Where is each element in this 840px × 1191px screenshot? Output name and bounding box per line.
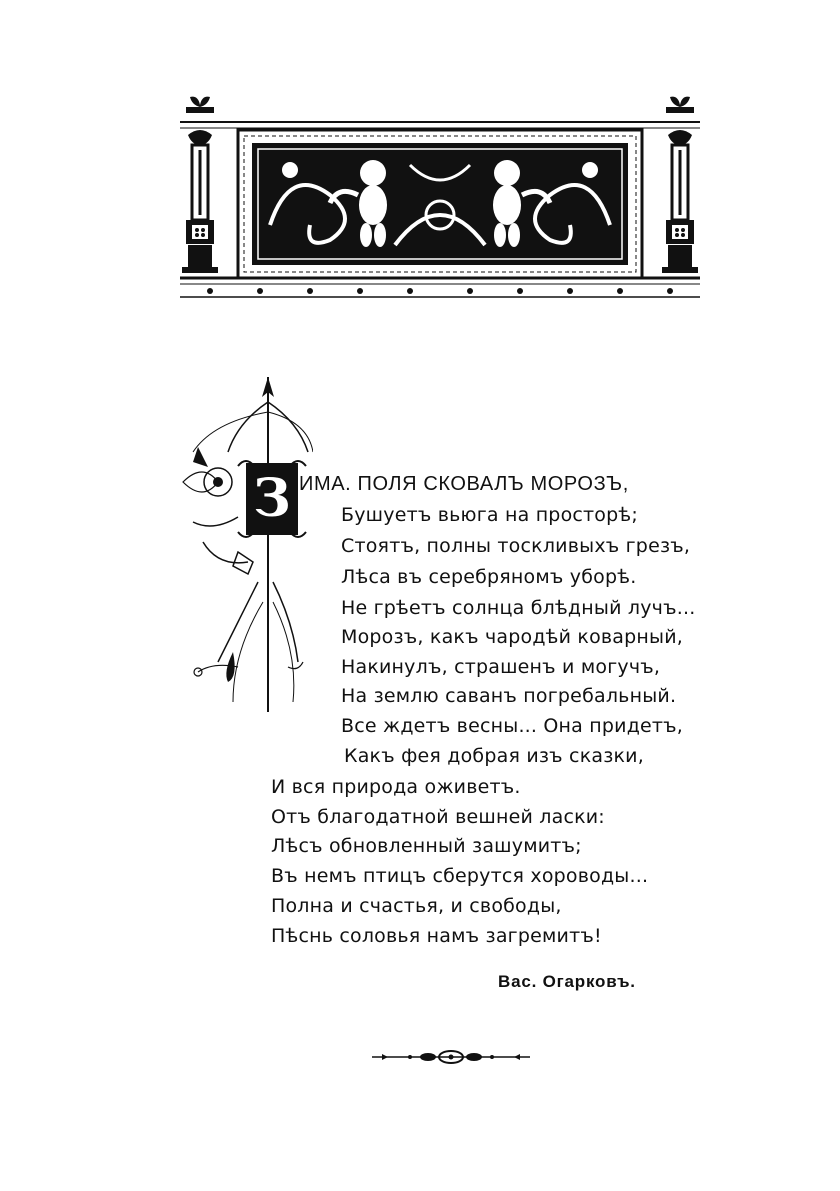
right-column-ornament [662,97,698,273]
poem-line: Лѣса въ серебряномъ уборѣ. [341,566,637,588]
left-column-ornament [182,97,218,273]
poem-line: Не грѣетъ солнца блѣдный лучъ... [341,597,696,619]
poem-line: Морозъ, какъ чародѣй коварный, [341,626,684,648]
ornamental-tailpiece [372,1048,530,1066]
central-panel [238,130,642,278]
poem-line: Полна и счастья, и свободы, [271,895,562,917]
floral-initial-ornament [178,372,313,717]
poem-line: На землю саванъ погребальный. [341,685,677,707]
poem-line: Бушуетъ вьюга на просторѣ; [341,504,638,526]
poem-line: И вся природа оживетъ. [271,776,521,798]
poem-line: Все ждетъ весны... Она придетъ, [341,715,684,737]
author-signature: Вас. Огарковъ. [498,972,636,991]
poem-line: Отъ благодатной вешней ласки: [271,806,605,828]
poem-line: Какъ фея добрая изъ сказки, [344,745,644,767]
poem-line: Стоятъ, полны тоскливыхъ грезъ, [341,535,691,557]
poem-line: ИМА. ПОЛЯ СКОВАЛЪ МОРОЗЪ, [299,473,629,495]
initial-letter: З [253,468,291,529]
poem-line: Накинулъ, страшенъ и могучъ, [341,656,661,678]
poem-line: Лѣсъ обновленный зашумитъ; [271,835,582,857]
poem-line: Въ немъ птицъ сберутся хороводы... [271,865,649,887]
ornamental-headpiece [180,95,700,300]
poem-line: Пѣснь соловья намъ загремитъ! [271,925,602,947]
